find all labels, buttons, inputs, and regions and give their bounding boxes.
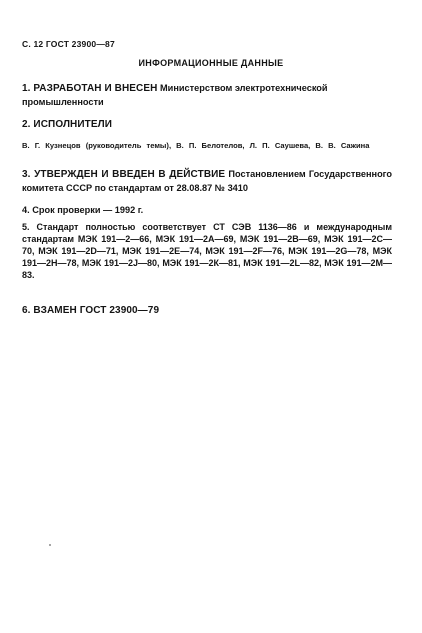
- section-2-heading: [22, 118, 392, 132]
- section-2-people: В. Г. Кузнецов (руководитель темы), В. П. Белотелов, Л. П. Саушева, В. В. Сажина: [22, 141, 370, 150]
- page-title: ИНФОРМАЦИОННЫЕ ДАННЫЕ: [138, 58, 284, 68]
- section-1: [22, 82, 392, 108]
- section-3: [22, 168, 392, 194]
- section-1-text: Министерством электротехнической промышленности: [22, 83, 328, 107]
- section-4: 4. Срок проверки — 1992 г.: [22, 205, 144, 215]
- scan-speck: [49, 544, 51, 546]
- section-5: 5. Стандарт полностью соответствует СТ СЭВ 1136—86 и международным стандартам МЭК 191—2—66, МЭК 191—2А—69, МЭК 191—2В—69, МЭК 191—2С—70, МЭК 191—2D—71, МЭК 191—2Е—74, МЭК 191—2F—76, МЭК 191—2G—78, МЭК 191—2Н—78, МЭК 191—2J—80, МЭК 191—2К—81, МЭК 191—2L—82, МЭК 191—2М—83.: [22, 222, 392, 280]
- section-3-label: 3. УТВЕРЖДЕН И ВВЕДЕН В ДЕЙСТВИЕ: [22, 169, 226, 180]
- section-2-label: 2. ИСПОЛНИТЕЛИ: [22, 119, 113, 130]
- section-1-label: 1. РАЗРАБОТАН И ВНЕСЕН: [22, 83, 158, 94]
- page-header: С. 12 ГОСТ 23900—87: [22, 39, 115, 49]
- section-6: 6. ВЗАМЕН ГОСТ 23900—79: [22, 305, 160, 316]
- section-3-text: Постановлением Государственного комитета СССР по стандартам от 28.08.87 № 3410: [22, 169, 392, 193]
